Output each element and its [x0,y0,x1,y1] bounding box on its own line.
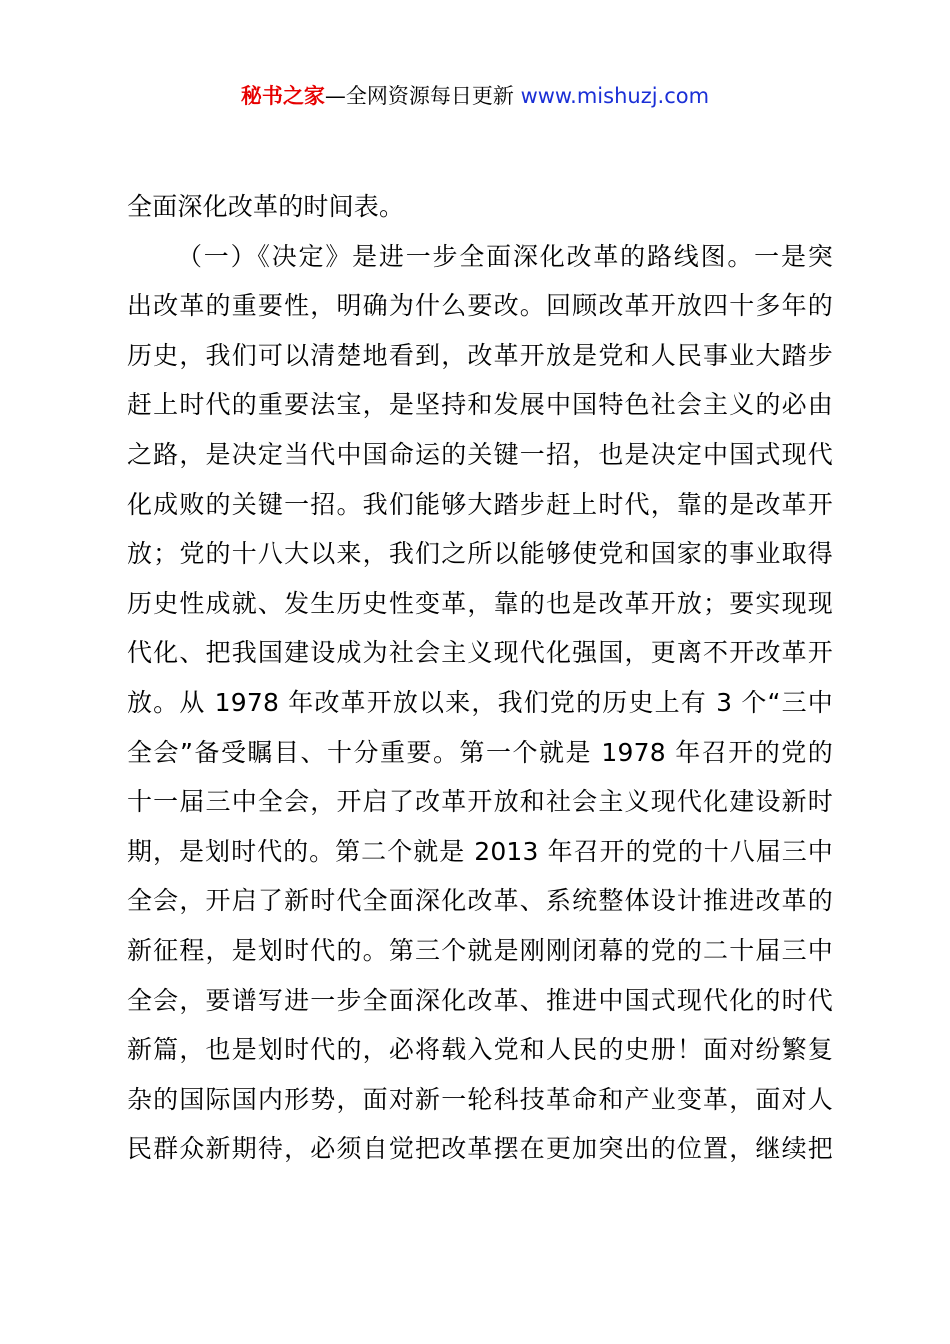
text-line-content: 期，是划时代的。第二个就是 2013 年召开的党的十八届三中 [127,836,833,866]
text-line [127,1025,833,1075]
text-line [127,380,833,430]
text-line [127,529,833,579]
text-line-content: 放。从 1978 年改革开放以来，我们党的历史上有 3 个“三中 [127,687,833,717]
text-line-content: 全面深化改革的时间表。 [127,192,405,221]
text-line [127,331,833,381]
header-tagline: —全网资源每日更新 [324,84,521,108]
page-header [0,80,950,112]
text-line [127,876,833,926]
text-line [127,182,833,232]
text-line [127,976,833,1026]
text-line [127,430,833,480]
text-line [127,777,833,827]
text-line-content: （一）《决定》是进一步全面深化改革的路线图。一是突 [177,241,833,271]
text-line [127,926,833,976]
site-url[interactable]: www.mishuzj.com [520,84,710,108]
text-line-content: 赶上时代的重要法宝，是坚持和发展中国特色社会主义的必由 [127,390,833,420]
text-line [127,1124,833,1174]
text-line [127,678,833,728]
paragraph-first-line [127,232,833,282]
text-line-content: 全会”备受瞩目、十分重要。第一个就是 1978 年召开的党的 [127,737,833,767]
text-line-content: 之路，是决定当代中国命运的关键一招，也是决定中国式现代 [127,439,833,469]
text-line-content: 代化、把我国建设成为社会主义现代化强国，更离不开改革开 [127,638,833,668]
text-line [127,628,833,678]
text-line-content: 历史性成就、发生历史性变革，靠的也是改革开放；要实现现 [127,588,833,618]
text-line-content: 全会，要谱写进一步全面深化改革、推进中国式现代化的时代 [127,985,833,1015]
text-line-content: 出改革的重要性，明确为什么要改。回顾改革开放四十多年的 [127,291,833,321]
text-line-content: 杂的国际国内形势，面对新一轮科技革命和产业变革，面对人 [127,1084,833,1114]
document-body [127,182,833,1174]
text-line [127,480,833,530]
text-line-content: 十一届三中全会，开启了改革开放和社会主义现代化建设新时 [127,787,833,817]
text-line-content: 全会，开启了新时代全面深化改革、系统整体设计推进改革的 [127,886,833,916]
text-line [127,728,833,778]
text-line-content: 新篇，也是划时代的，必将载入党和人民的史册！面对纷繁复 [127,1035,833,1065]
text-line-content: 历史，我们可以清楚地看到，改革开放是党和人民事业大踏步 [127,340,833,370]
text-line-content: 民群众新期待，必须自觉把改革摆在更加突出的位置，继续把 [127,1134,833,1164]
text-line-content: 新征程，是划时代的。第三个就是刚刚闭幕的党的二十届三中 [127,935,833,965]
text-line [127,281,833,331]
text-line-content: 化成败的关键一招。我们能够大踏步赶上时代，靠的是改革开 [127,489,833,519]
text-line-content: 放；党的十八大以来，我们之所以能够使党和国家的事业取得 [127,539,833,569]
text-line [127,827,833,877]
text-line [127,579,833,629]
text-line [127,1075,833,1125]
brand-name: 秘书之家 [240,84,325,108]
